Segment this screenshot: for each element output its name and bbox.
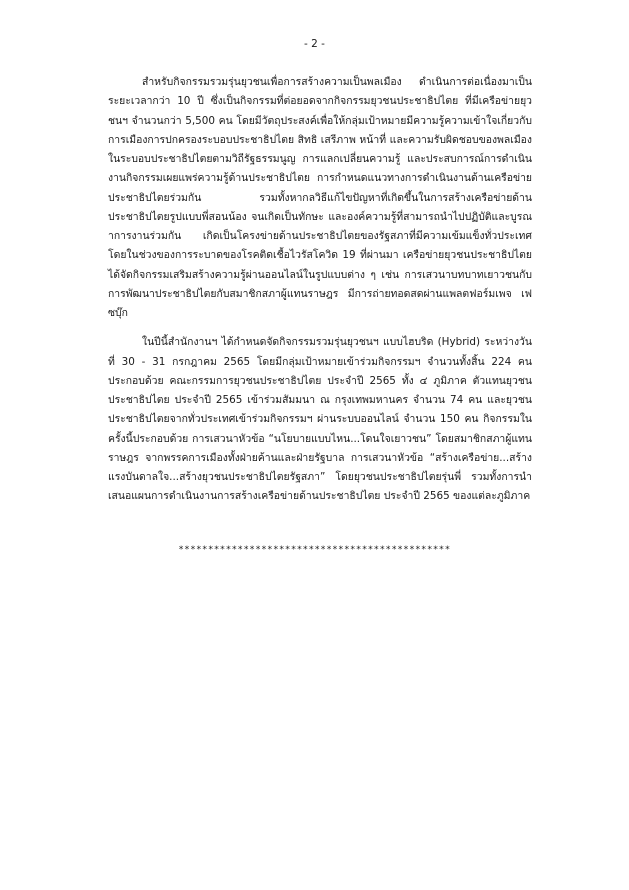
paragraph-1: สำหรับกิจกรรมรวมรุ่นยุวชนเพื่อการสร้างความเป็นพลเมือง ดำเนินการต่อเนื่องมาเป็นระยะเวลากว่า 10 ปี ซึ่งเป็นกิจกรรมที่ต่อยอดจากกิจกรรมยุวชนประชาธิปไตย ที่มีเครือข่ายยุวชนฯ จำนวนกว่า 5,500 คน โดยมีวัตถุประสงค์เพื่อให้กลุ่มเป้าหมายมีความรู้ความเข้าใจเกี่ยวกับการเมืองการปกครองระบอบประชาธิปไตย สิทธิ เสรีภาพ หน้าที่ และความรับผิดชอบของพลเมืองในระบอบประชาธิปไตยตามวิถีรัฐธรรมนูญ การแลกเปลี่ยนความรู้ และประสบการณ์การดำเนินงานกิจกรรมเผยแพร่ความรู้ด้านประชาธิปไตย การกำหนดแนวทางการดำเนินงานด้านเครือข่ายประชาธิปไตยร่วมกัน รวมทั้งหากลวิธีแก้ไขปัญหาที่เกิดขึ้นในการสร้างเครือข่ายด้านประชาธิปไตยรูปแบบพี่สอนน้อง จนเกิดเป็นทักษะ และองค์ความรู้ที่สามารถนำไปปฏิบัติและบูรณาการงานร่วมกัน เกิดเป็นโครงข่ายด้านประชาธิปไตยของรัฐสภาที่มีความเข้มแข็งทั่วประเทศ โดยในช่วงของการระบาดของโรคติดเชื้อไวรัสโควิด 19 ที่ผ่านมา เครือข่ายยุวชนประชาธิปไตย ได้จัดกิจกรรมเสริมสร้างความรู้ผ่านออนไลน์ในรูปแบบต่าง ๆ เช่น การเสวนาบทบาทเยาวชนกับการพัฒนาประชาธิปไตยกับสมาชิกสภาผู้แทนราษฎร มีการถ่ายทอดสดผ่านแพลตฟอร์มเพจ เฟซบุ๊ก <box>108 76 532 319</box>
asterisk-divider: ********************************************** <box>178 545 451 555</box>
paragraph-2: ในปีนี้สำนักงานฯ ได้กำหนดจัดกิจกรรมรวมรุ่นยุวชนฯ แบบไฮบริด (Hybrid) ระหว่างวันที่ 30 - 31 กรกฎาคม 2565 โดยมีกลุ่มเป้าหมายเข้าร่วมกิจกรรมฯ จำนวนทั้งสิ้น 224 คน ประกอบด้วย คณะกรรมการยุวชนประชาธิปไตย ประจำปี 2565 ทั้ง ๔ ภูมิภาค ตัวแทนยุวชนประชาธิปไตย ประจำปี 2565 เข้าร่วมสัมมนา ณ กรุงเทพมหานคร จำนวน 74 คน และยุวชนประชาธิปไตยจากทั่วประเทศเข้าร่วมกิจกรรมฯ ผ่านระบบออนไลน์ จำนวน 150 คน กิจกรรมในครั้งนี้ประกอบด้วย การเสวนาหัวข้อ “นโยบายแบบไหน...โดนใจเยาวชน” โดยสมาชิกสภาผู้แทนราษฎร จากพรรคการเมืองทั้งฝ่ายค้านและฝ่ายรัฐบาล การเสวนาหัวข้อ “สร้างเครือข่าย...สร้างแรงบันดาลใจ...สร้างยุวชนประชาธิปไตยรัฐสภา” โดยยุวชนประชาธิปไตยรุ่นพี่ รวมทั้งการนำเสนอแผนการดำเนินงานการสร้างเครือข่ายด้านประชาธิปไตย ประจำปี 2565 ของแต่ละภูมิภาค <box>108 336 532 503</box>
body-text <box>108 73 532 517</box>
page-number: - 2 - <box>304 38 325 50</box>
